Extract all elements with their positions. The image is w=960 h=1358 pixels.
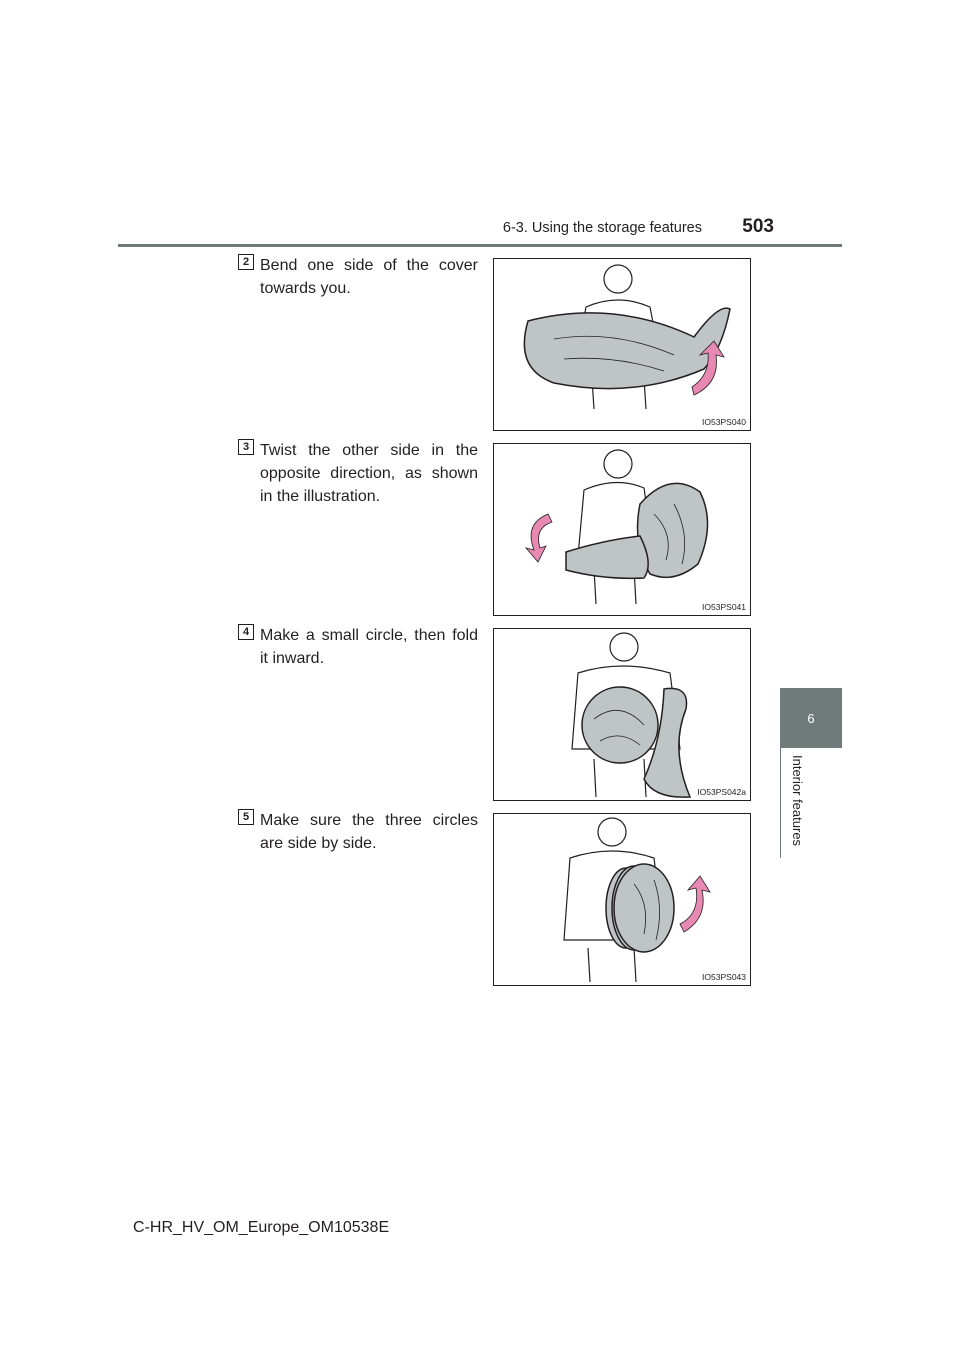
step-text: Make sure the three circles are side by side. (260, 812, 478, 852)
step-text: Twist the other side in the opposite direction, as shown in the illustration. (260, 442, 478, 505)
page-number: 503 (742, 216, 774, 237)
chapter-title: Interior features (790, 755, 805, 847)
figure-small-circle (493, 628, 751, 801)
illustration-twist-cover (494, 444, 750, 615)
figure-id: IO53PS040 (702, 417, 746, 427)
chapter-tab[interactable] (780, 688, 842, 748)
step-text: Bend one side of the cover towards you. (260, 257, 478, 297)
figure-id: IO53PS042a (697, 787, 746, 797)
illustration-bend-cover (494, 259, 750, 430)
figure-twist-cover (493, 443, 751, 616)
figure-bend-cover (493, 258, 751, 431)
illustration-small-circle (494, 629, 750, 800)
chapter-number: 6 (807, 710, 815, 726)
document-code: C-HR_HV_OM_Europe_OM10538E (133, 1219, 390, 1236)
illustration-three-circles (494, 814, 750, 985)
header-divider (118, 244, 842, 247)
section-title: 6-3. Using the storage features (502, 220, 702, 236)
figure-id: IO53PS043 (702, 972, 746, 982)
step-text: Make a small circle, then fold it inward. (260, 627, 478, 667)
step-number-badge: 4 (238, 624, 254, 640)
figure-id: IO53PS041 (702, 602, 746, 612)
step-number-badge: 3 (238, 439, 254, 455)
figure-three-circles (493, 813, 751, 986)
chapter-divider (780, 748, 781, 858)
step-number-badge: 2 (238, 254, 254, 270)
step-number-badge: 5 (238, 809, 254, 825)
